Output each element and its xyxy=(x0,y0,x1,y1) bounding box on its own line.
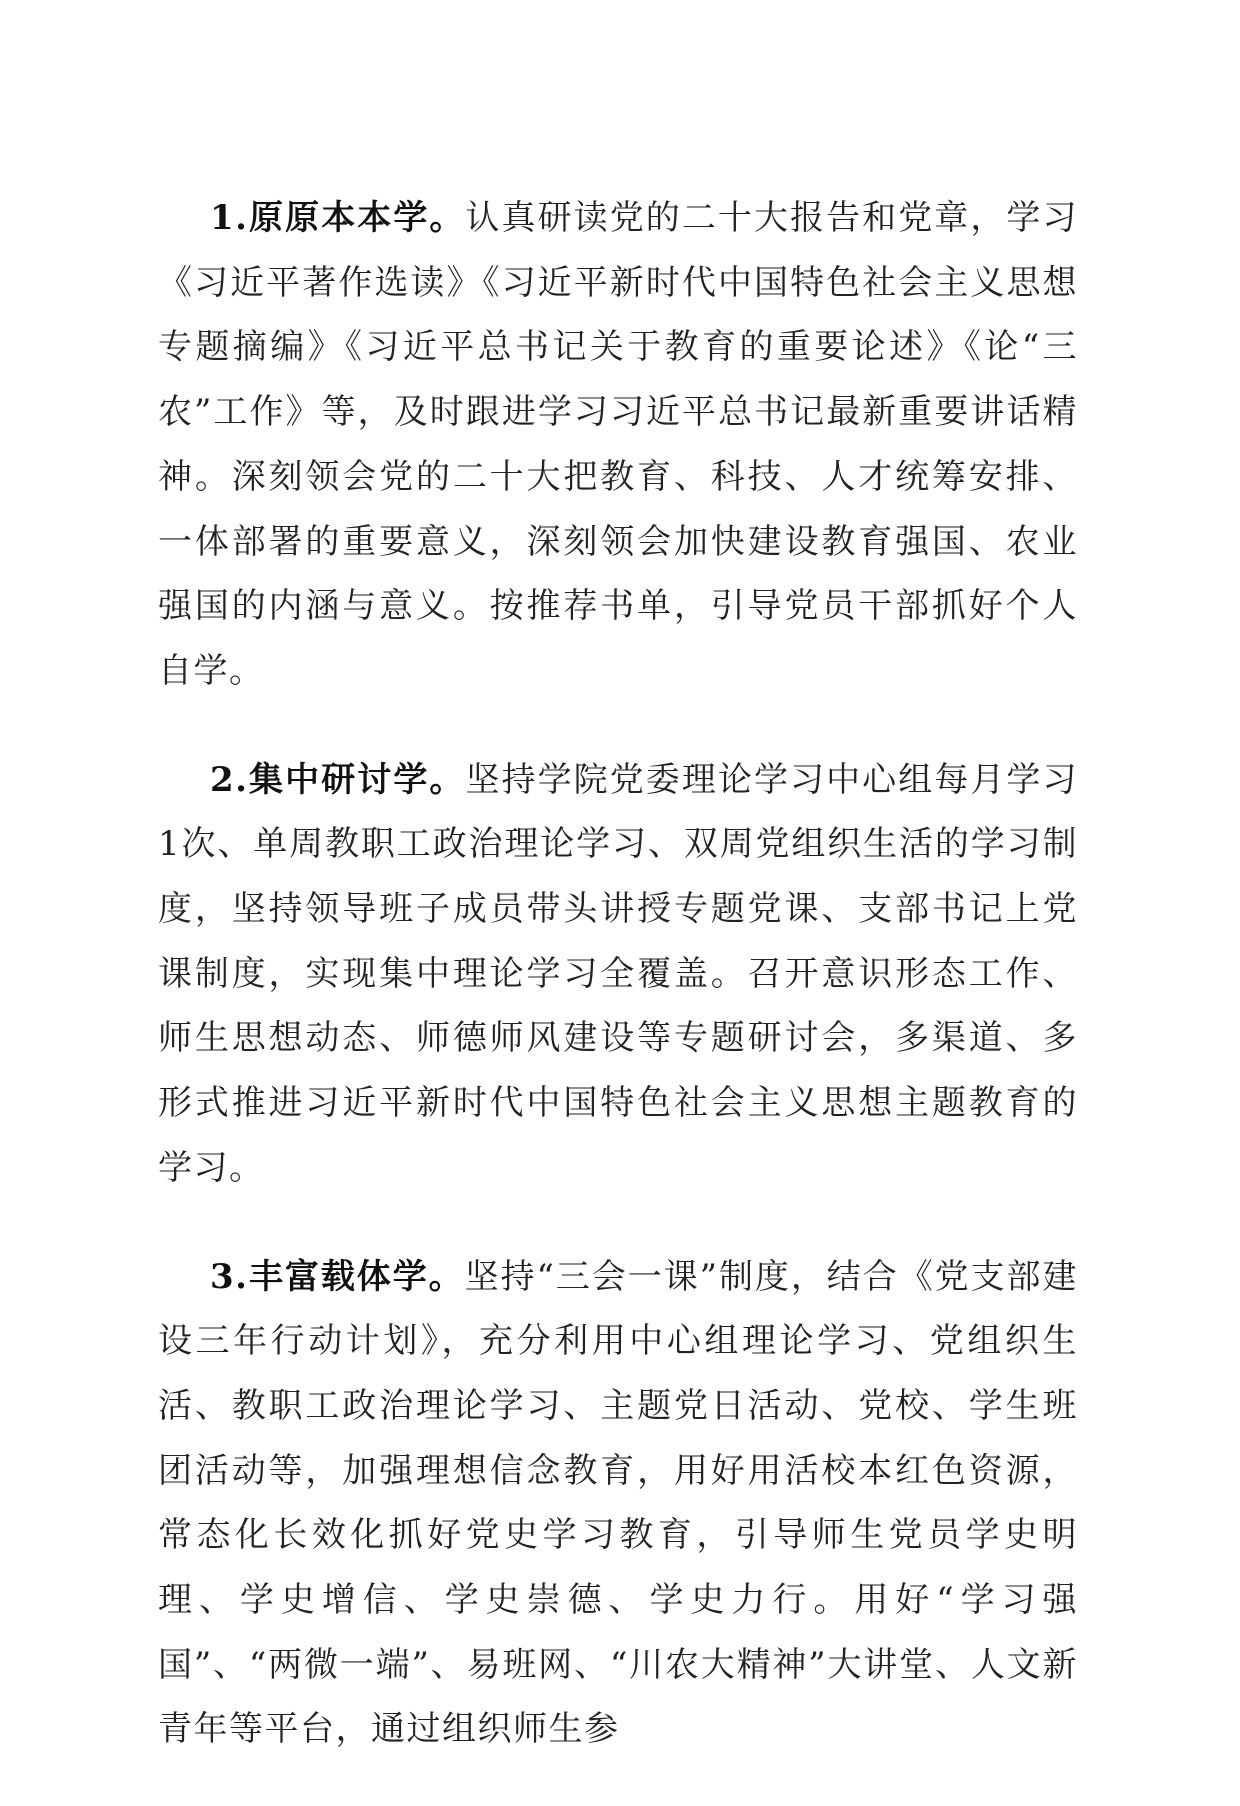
paragraph-1-heading: 1.原原本本学。 xyxy=(210,198,466,238)
paragraph-2 xyxy=(158,748,1078,1201)
paragraph-2-text: 坚持学院党委理论学习中心组每月学习1次、单周教职工政治理论学习、双周党组织生活的学习制度，坚持领导班子成员带头讲授专题党课、支部书记上党课制度，实现集中理论学习全覆盖。召开意识形态工作、师生思想动态、师德师风建设等专题研讨会，多渠道、多形式推进习近平新时代中国特色社会主义思想主题教育的学习。 xyxy=(158,759,1078,1188)
paragraph-1 xyxy=(158,186,1078,704)
paragraph-3 xyxy=(158,1245,1078,1763)
paragraph-3-text: 坚持“三会一课”制度，结合《党支部建设三年行动计划》，充分利用中心组理论学习、党组织生活、教职工政治理论学习、主题党日活动、党校、学生班团活动等，加强理想信念教育，用好用活校本红色资源，常态化长效化抓好党史学习教育，引导师生党员学史明理、学史增信、学史崇德、学史力行。用好“学习强国”、“两微一端”、易班网、“川农大精神”大讲堂、人文新青年等平台，通过组织师生参 xyxy=(158,1256,1078,1750)
paragraph-3-heading: 3.丰富载体学。 xyxy=(210,1256,465,1297)
paragraph-1-text: 认真研读党的二十大报告和党章，学习《习近平著作选读》《习近平新时代中国特色社会主义思想专题摘编》《习近平总书记关于教育的重要论述》《论“三农”工作》等，及时跟进学习习近平总书记最新重要讲话精神。深刻领会党的二十大把教育、科技、人才统筹安排、一体部署的重要意义，深刻领会加快建设教育强国、农业强国的内涵与意义。按推荐书单，引导党员干部抓好个人自学。 xyxy=(158,198,1078,691)
paragraph-2-heading: 2.集中研讨学。 xyxy=(210,759,466,800)
document-body xyxy=(158,186,1078,1806)
